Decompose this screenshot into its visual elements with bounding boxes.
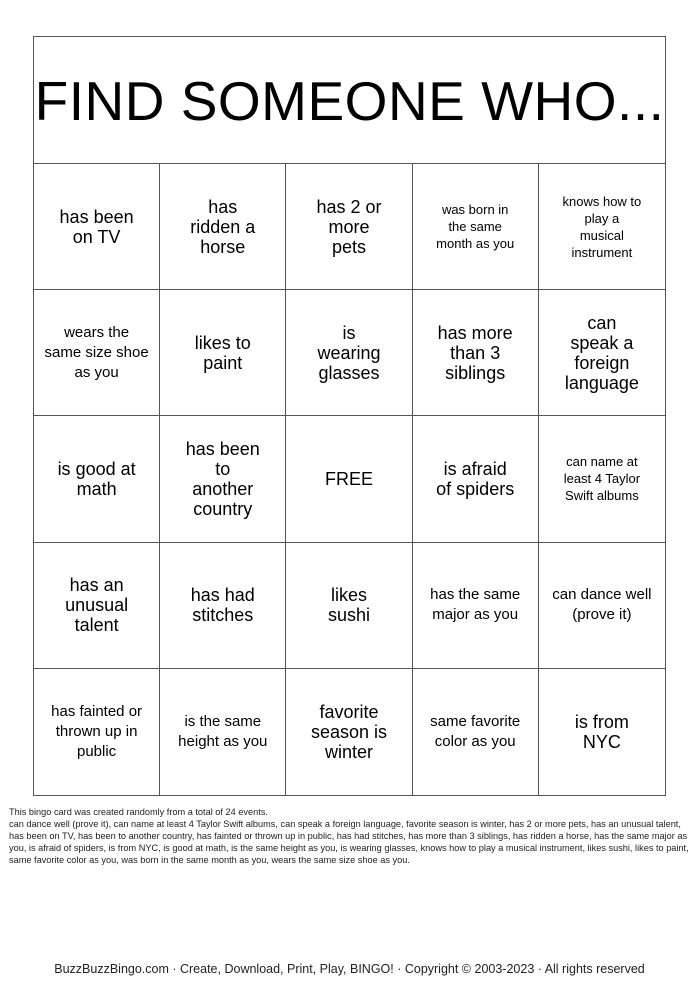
bingo-cell[interactable] [160,669,286,795]
bingo-cell[interactable] [34,669,160,795]
free-cell[interactable] [286,416,412,542]
card-summary: This bingo card was created randomly from a total of 24 events. [9,807,268,817]
bingo-cell[interactable] [34,164,160,290]
bingo-cell[interactable] [34,416,160,542]
bingo-cell-text: can dance well (prove it) [552,586,652,624]
bingo-cell-text: has the same major as you [430,586,521,624]
bingo-cell-text: is the same height as you [178,712,268,750]
bingo-cell-text: wears the same size shoe as you [44,323,149,381]
bingo-cell[interactable] [286,669,412,795]
bingo-cell-text: likes sushi [327,585,370,626]
bingo-cell[interactable] [160,543,286,669]
bingo-cell-text: is afraid of spiders [436,458,515,499]
bingo-cell[interactable] [539,290,665,416]
site-credits: BuzzBuzzBingo.com · Create, Download, Print, Play, BINGO! · Copyright © 2003-2023 · All rights reserved [54,962,645,976]
bingo-cell[interactable] [286,164,412,290]
bingo-cell[interactable] [34,290,160,416]
bingo-cell-text: has been on TV [59,206,134,247]
bingo-cell[interactable] [539,164,665,290]
bingo-cell-text: has more than 3 siblings [437,322,513,383]
bingo-cell-text: was born in the same month as you [436,202,515,252]
bingo-card [33,36,666,796]
card-info [9,806,689,866]
bingo-cell[interactable] [413,290,539,416]
bingo-cell[interactable] [160,290,286,416]
bingo-cell[interactable] [413,164,539,290]
bingo-cell-text: has ridden a horse [190,196,256,257]
free-cell-text: FREE [324,468,373,489]
bingo-grid [34,164,665,795]
bingo-cell[interactable] [160,164,286,290]
card-title: FIND SOMEONE WHO... [34,37,665,164]
event-list: can dance well (prove it), can name at least 4 Taylor Swift albums, can speak a foreign language, favorite season is winter, has 2 or more pets, has an unusual talent, has been on TV, has been to another country, has fainted or thrown up in public, has had stitches, has more than 3 siblings, has ridden a horse, has the same major as you, is afraid of spiders, is from NYC, is good at math, is the same height as you, is wearing glasses, knows how to play a musical instrument, likes sushi, likes to paint, same favorite color as you, was born in the same month as you, wears the same size shoe as you. [9,819,689,865]
bingo-cell[interactable] [286,290,412,416]
bingo-cell[interactable] [160,416,286,542]
bingo-cell-text: has been to another country [185,438,260,519]
bingo-cell-text: is good at math [57,458,136,499]
bingo-cell[interactable] [413,543,539,669]
bingo-cell-text: is wearing glasses [317,322,381,383]
bingo-cell-text: has 2 or more pets [316,196,382,257]
bingo-cell[interactable] [539,416,665,542]
bingo-cell[interactable] [34,543,160,669]
bingo-cell[interactable] [539,669,665,795]
bingo-cell-text: same favorite color as you [430,712,521,750]
bingo-cell[interactable] [286,543,412,669]
bingo-cell-text: can name at least 4 Taylor Swift albums [563,454,641,504]
bingo-cell-text: favorite season is winter [310,701,387,762]
bingo-cell-text: has fainted or thrown up in public [51,702,143,760]
bingo-cell-text: likes to paint [194,332,251,373]
bingo-cell-text: has had stitches [190,585,255,626]
bingo-cell-text: can speak a foreign language [564,312,639,393]
bingo-cell-text: knows how to play a musical instrument [562,193,642,260]
bingo-cell[interactable] [413,669,539,795]
bingo-cell[interactable] [539,543,665,669]
bingo-cell[interactable] [413,416,539,542]
bingo-cell-text: has an unusual talent [65,575,129,636]
bingo-cell-text: is from NYC [574,711,629,752]
